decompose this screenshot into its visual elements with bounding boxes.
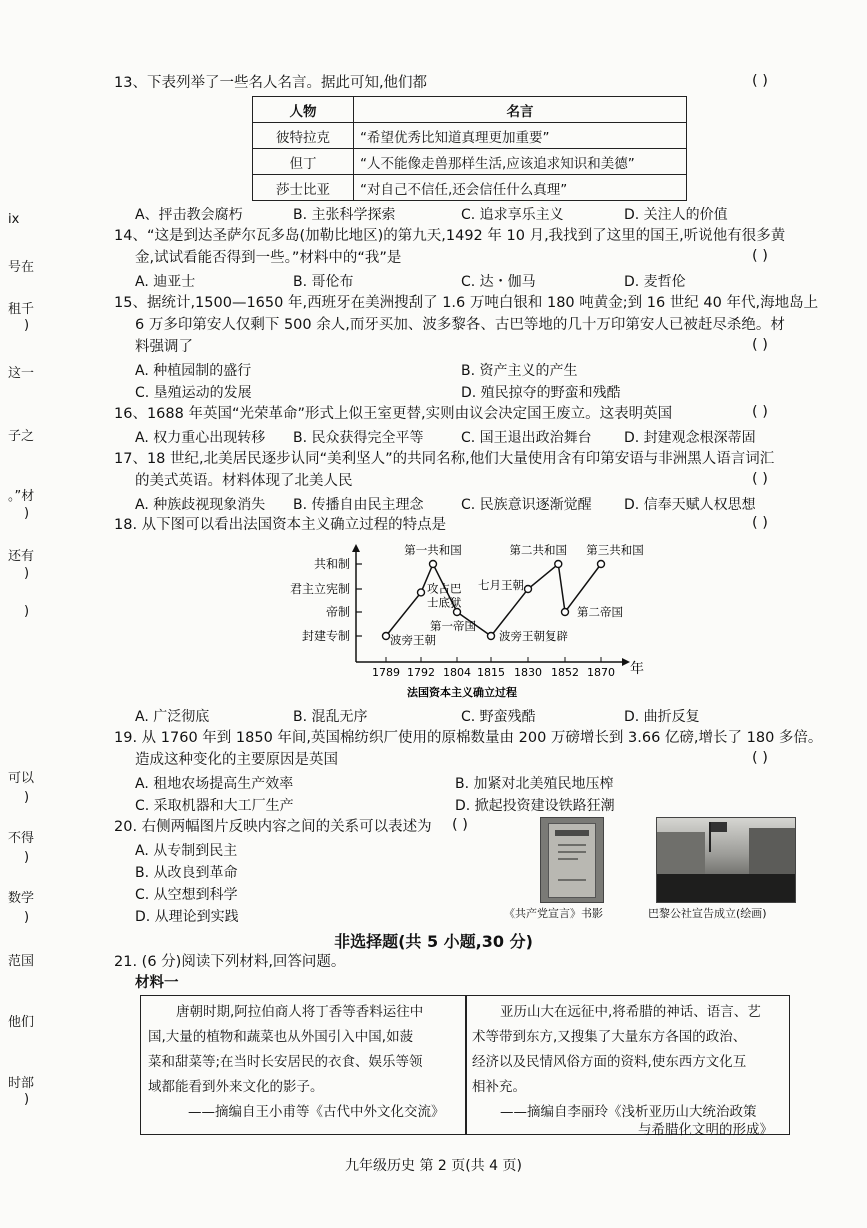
margin-text: ) — [24, 790, 30, 805]
q13-answer-paren[interactable]: ( ) — [752, 73, 768, 89]
material-label: 材料一 — [135, 975, 179, 991]
q15-stem-line2: 6 万多印第安人仅剩下 500 余人,而牙买加、波多黎各、古巴等地的几十万印第安人已被赶尽杀绝。材 — [135, 317, 785, 333]
table-cell-person: 但丁 — [253, 149, 354, 175]
q19-option-a[interactable]: A. 租地农场提高生产效率 — [135, 776, 294, 792]
q19-option-b[interactable]: B. 加紧对北美殖民地压榨 — [455, 776, 614, 792]
material-right-line: 经济以及民情风俗方面的资料,使东西方文化互 — [472, 1054, 747, 1070]
chart-x-tick-label: 1789 — [372, 666, 400, 679]
q15-stem-line3: 料强调了 — [135, 339, 193, 355]
chart-x-tick-label: 1852 — [551, 666, 579, 679]
table-row — [253, 123, 687, 149]
chart-point-label: 波旁王朝复辟 — [499, 629, 568, 643]
table-cell-quote: “人不能像走兽那样生活,应该追求知识和美德” — [354, 149, 687, 175]
q15-option-b[interactable]: B. 资产主义的产生 — [461, 363, 578, 379]
q19-stem-line2: 造成这种变化的主要原因是英国 — [135, 752, 338, 768]
chart-y-tick-label: 共和制 — [313, 557, 350, 571]
table-row — [253, 149, 687, 175]
manifesto-book-image — [540, 817, 604, 903]
material-right-line: 亚历山大在远征中,将希腊的神话、语言、艺 — [500, 1004, 761, 1020]
q16-option-b[interactable]: B. 民众获得完全平等 — [293, 430, 424, 446]
chart-point-label: 波旁王朝 — [390, 633, 436, 647]
q18-option-c[interactable]: C. 野蛮残酷 — [461, 709, 536, 725]
q14-stem-line2: 金,试试看能否得到一些。”材料中的“我”是 — [135, 250, 402, 266]
margin-text: ix — [8, 212, 20, 227]
q15-option-a[interactable]: A. 种植园制的盛行 — [135, 363, 252, 379]
q19-option-c[interactable]: C. 采取机器和大工厂生产 — [135, 798, 294, 814]
chart-point-label: 第一帝国 — [430, 619, 476, 633]
margin-text: ) — [24, 1092, 30, 1107]
chart-y-tick-label: 封建专制 — [301, 629, 350, 643]
q18-option-d[interactable]: D. 曲折反复 — [624, 709, 700, 725]
material-right-source: 与希腊化文明的形成》 — [638, 1122, 773, 1138]
chart-point — [430, 561, 437, 568]
chart-x-tick-label: 1830 — [514, 666, 542, 679]
chart-y-arrow — [352, 544, 360, 552]
table-cell-quote: “对自己不信任,还会信任什么真理” — [354, 175, 687, 201]
material-left-line: 国,大量的植物和蔬菜也从外国引入中国,如菠 — [148, 1029, 414, 1045]
chart-x-axis-label: 年 — [630, 661, 644, 677]
q17-option-a[interactable]: A. 种族歧视现象消失 — [135, 497, 266, 513]
q16-option-d[interactable]: D. 封建观念根深蒂固 — [624, 430, 756, 446]
q20-option-b[interactable]: B. 从改良到革命 — [135, 865, 238, 881]
margin-text: 。”材 — [8, 489, 35, 504]
margin-text: 这一 — [8, 366, 35, 381]
q20-option-d[interactable]: D. 从理论到实践 — [135, 909, 239, 925]
chart-x-tick-label: 1792 — [407, 666, 435, 679]
q15-option-c[interactable]: C. 垦殖运动的发展 — [135, 385, 252, 401]
margin-text: 子之 — [8, 429, 35, 444]
q17-option-c[interactable]: C. 民族意识逐渐觉醒 — [461, 497, 592, 513]
chart-series-line — [386, 564, 601, 636]
q20-answer-paren[interactable]: ( ) — [452, 817, 468, 833]
chart-point-label: 攻占巴士底狱 — [427, 581, 462, 610]
chart-x-tick-label: 1870 — [587, 666, 615, 679]
margin-text: ) — [24, 566, 30, 581]
q17-stem-line1: 17、18 世纪,北美居民逐步认同“美利坚人”的共同名称,他们大量使用含有印第安语与非洲黑人语言词汇 — [114, 451, 775, 467]
q17-option-b[interactable]: B. 传播自由民主理念 — [293, 497, 424, 513]
q13-option-b[interactable]: B. 主张科学探索 — [293, 207, 396, 223]
margin-text: ) — [24, 506, 30, 521]
margin-text: 他们 — [8, 1015, 35, 1030]
chart-x-tick-label: 1804 — [443, 666, 471, 679]
chart-point — [488, 633, 495, 640]
margin-text: 时部 — [8, 1076, 35, 1091]
margin-text: 范国 — [8, 954, 35, 969]
chart-point-label: 第三共和国 — [586, 543, 644, 557]
q15-stem-line1: 15、据统计,1500—1650 年,西班牙在美洲搜刮了 1.6 万吨白银和 180 吨黄金;到 16 世纪 40 年代,海地岛上 — [114, 295, 819, 311]
chart-x-tick-label: 1815 — [477, 666, 505, 679]
material-left-line: 唐朝时期,阿拉伯商人将丁香等香料运往中 — [176, 1004, 424, 1020]
chart-point — [525, 586, 532, 593]
q19-answer-paren[interactable]: ( ) — [752, 750, 768, 766]
q17-option-d[interactable]: D. 信奉天赋人权思想 — [624, 497, 756, 513]
q17-stem-line2: 的美式英语。材料体现了北美人民 — [135, 473, 353, 489]
material-right-source: ——摘编自李丽玲《浅析亚历山大统治政策 — [500, 1104, 757, 1120]
q21-stem: 21. (6 分)阅读下列材料,回答问题。 — [114, 954, 346, 970]
q14-option-b[interactable]: B. 哥伦布 — [293, 274, 354, 290]
margin-text: 号在 — [8, 260, 35, 275]
q13-option-a[interactable]: A、抨击教会腐朽 — [135, 207, 243, 223]
chart-point — [555, 561, 562, 568]
material-left-source: ——摘编自王小甫等《古代中外文化交流》 — [188, 1104, 445, 1120]
q20-option-a[interactable]: A. 从专制到民主 — [135, 843, 238, 859]
q18-option-a[interactable]: A. 广泛彻底 — [135, 709, 210, 725]
margin-text: 租千 — [8, 302, 35, 317]
margin-text: 还有 — [8, 549, 35, 564]
q13-stem: 13、下表列举了一些名人名言。据此可知,他们都 — [114, 75, 428, 91]
q14-option-c[interactable]: C. 达・伽马 — [461, 274, 536, 290]
margin-text: ) — [24, 910, 30, 925]
chart-point-label: 第二共和国 — [509, 543, 568, 557]
q14-option-a[interactable]: A. 迪亚士 — [135, 274, 196, 290]
q18-answer-paren[interactable]: ( ) — [752, 515, 768, 531]
margin-text: 不得 — [8, 831, 35, 846]
q16-stem: 16、1688 年英国“光荣革命”形式上似王室更替,实则由议会决定国王废立。这表明英国 — [114, 406, 673, 422]
q13-option-d[interactable]: D. 关注人的价值 — [624, 207, 728, 223]
margin-text: 可以 — [8, 771, 35, 786]
q16-answer-paren[interactable]: ( ) — [752, 404, 768, 420]
table-row — [253, 175, 687, 201]
q14-option-d[interactable]: D. 麦哲伦 — [624, 274, 686, 290]
manifesto-caption: 《共产党宣言》书影 — [504, 907, 603, 920]
chart-point — [562, 609, 569, 616]
margin-text: ) — [24, 604, 30, 619]
margin-text: ) — [24, 850, 30, 865]
chart-point-label: 第一共和国 — [404, 543, 462, 557]
q13-option-c[interactable]: C. 追求享乐主义 — [461, 207, 564, 223]
margin-text: ) — [24, 318, 30, 333]
q19-option-d[interactable]: D. 掀起投资建设铁路狂潮 — [455, 798, 615, 814]
material-left-line: 域都能看到外来文化的影子。 — [148, 1079, 324, 1095]
table-header-person: 人物 — [253, 97, 354, 123]
q14-stem-line1: 14、“这是到达圣萨尔瓦多岛(加勒比地区)的第九天,1492 年 10 月,我找到了这里的国王,听说他有很多黄 — [114, 228, 786, 244]
q18-chart — [0, 536, 867, 706]
q16-option-a[interactable]: A. 权力重心出现转移 — [135, 430, 266, 446]
chart-y-tick-label: 君主立宪制 — [289, 582, 350, 596]
q15-answer-paren[interactable]: ( ) — [752, 337, 768, 353]
material-left-line: 菜和甜菜等;在当时长安居民的衣食、娱乐等领 — [148, 1054, 423, 1070]
chart-y-tick-label: 帝制 — [325, 605, 350, 619]
page-footer: 九年级历史 第 2 页(共 4 页) — [345, 1158, 522, 1174]
paris-commune-caption: 巴黎公社宣告成立(绘画) — [648, 907, 767, 920]
q16-option-c[interactable]: C. 国王退出政治舞台 — [461, 430, 592, 446]
q13-table — [252, 96, 687, 201]
material-right-line: 相补充。 — [472, 1079, 526, 1095]
paris-commune-image — [656, 817, 796, 903]
q20-stem: 20. 右侧两幅图片反映内容之间的关系可以表述为 — [114, 819, 432, 835]
material-right-line: 术等带到东方,又搜集了大量东方各国的政治、 — [472, 1029, 747, 1045]
section-title: 非选择题(共 5 小题,30 分) — [334, 932, 533, 951]
chart-title: 法国资本主义确立过程 — [407, 686, 517, 699]
table-header-quote: 名言 — [354, 97, 687, 123]
margin-text: 数学 — [8, 891, 35, 906]
chart-point-label: 第二帝国 — [577, 605, 623, 619]
q18-stem: 18. 从下图可以看出法国资本主义确立过程的特点是 — [114, 517, 447, 533]
chart-point — [598, 561, 605, 568]
q19-stem-line1: 19. 从 1760 年到 1850 年间,英国棉纺织厂使用的原棉数量由 200 万磅增长到 3.66 亿磅,增长了 180 多倍。 — [114, 730, 823, 746]
table-cell-person: 莎士比亚 — [253, 175, 354, 201]
table-cell-quote: “希望优秀比知道真理更加重要” — [354, 123, 687, 149]
chart-point — [383, 633, 390, 640]
q17-answer-paren[interactable]: ( ) — [752, 471, 768, 487]
table-cell-person: 彼特拉克 — [253, 123, 354, 149]
chart-point — [418, 589, 425, 596]
chart-point-label: 七月王朝 — [478, 578, 524, 592]
chart-x-arrow — [622, 658, 630, 666]
q15-option-d[interactable]: D. 殖民掠夺的野蛮和残酷 — [461, 385, 621, 401]
q20-option-c[interactable]: C. 从空想到科学 — [135, 887, 238, 903]
q14-answer-paren[interactable]: ( ) — [752, 248, 768, 264]
q18-option-b[interactable]: B. 混乱无序 — [293, 709, 368, 725]
chart-point — [454, 609, 461, 616]
